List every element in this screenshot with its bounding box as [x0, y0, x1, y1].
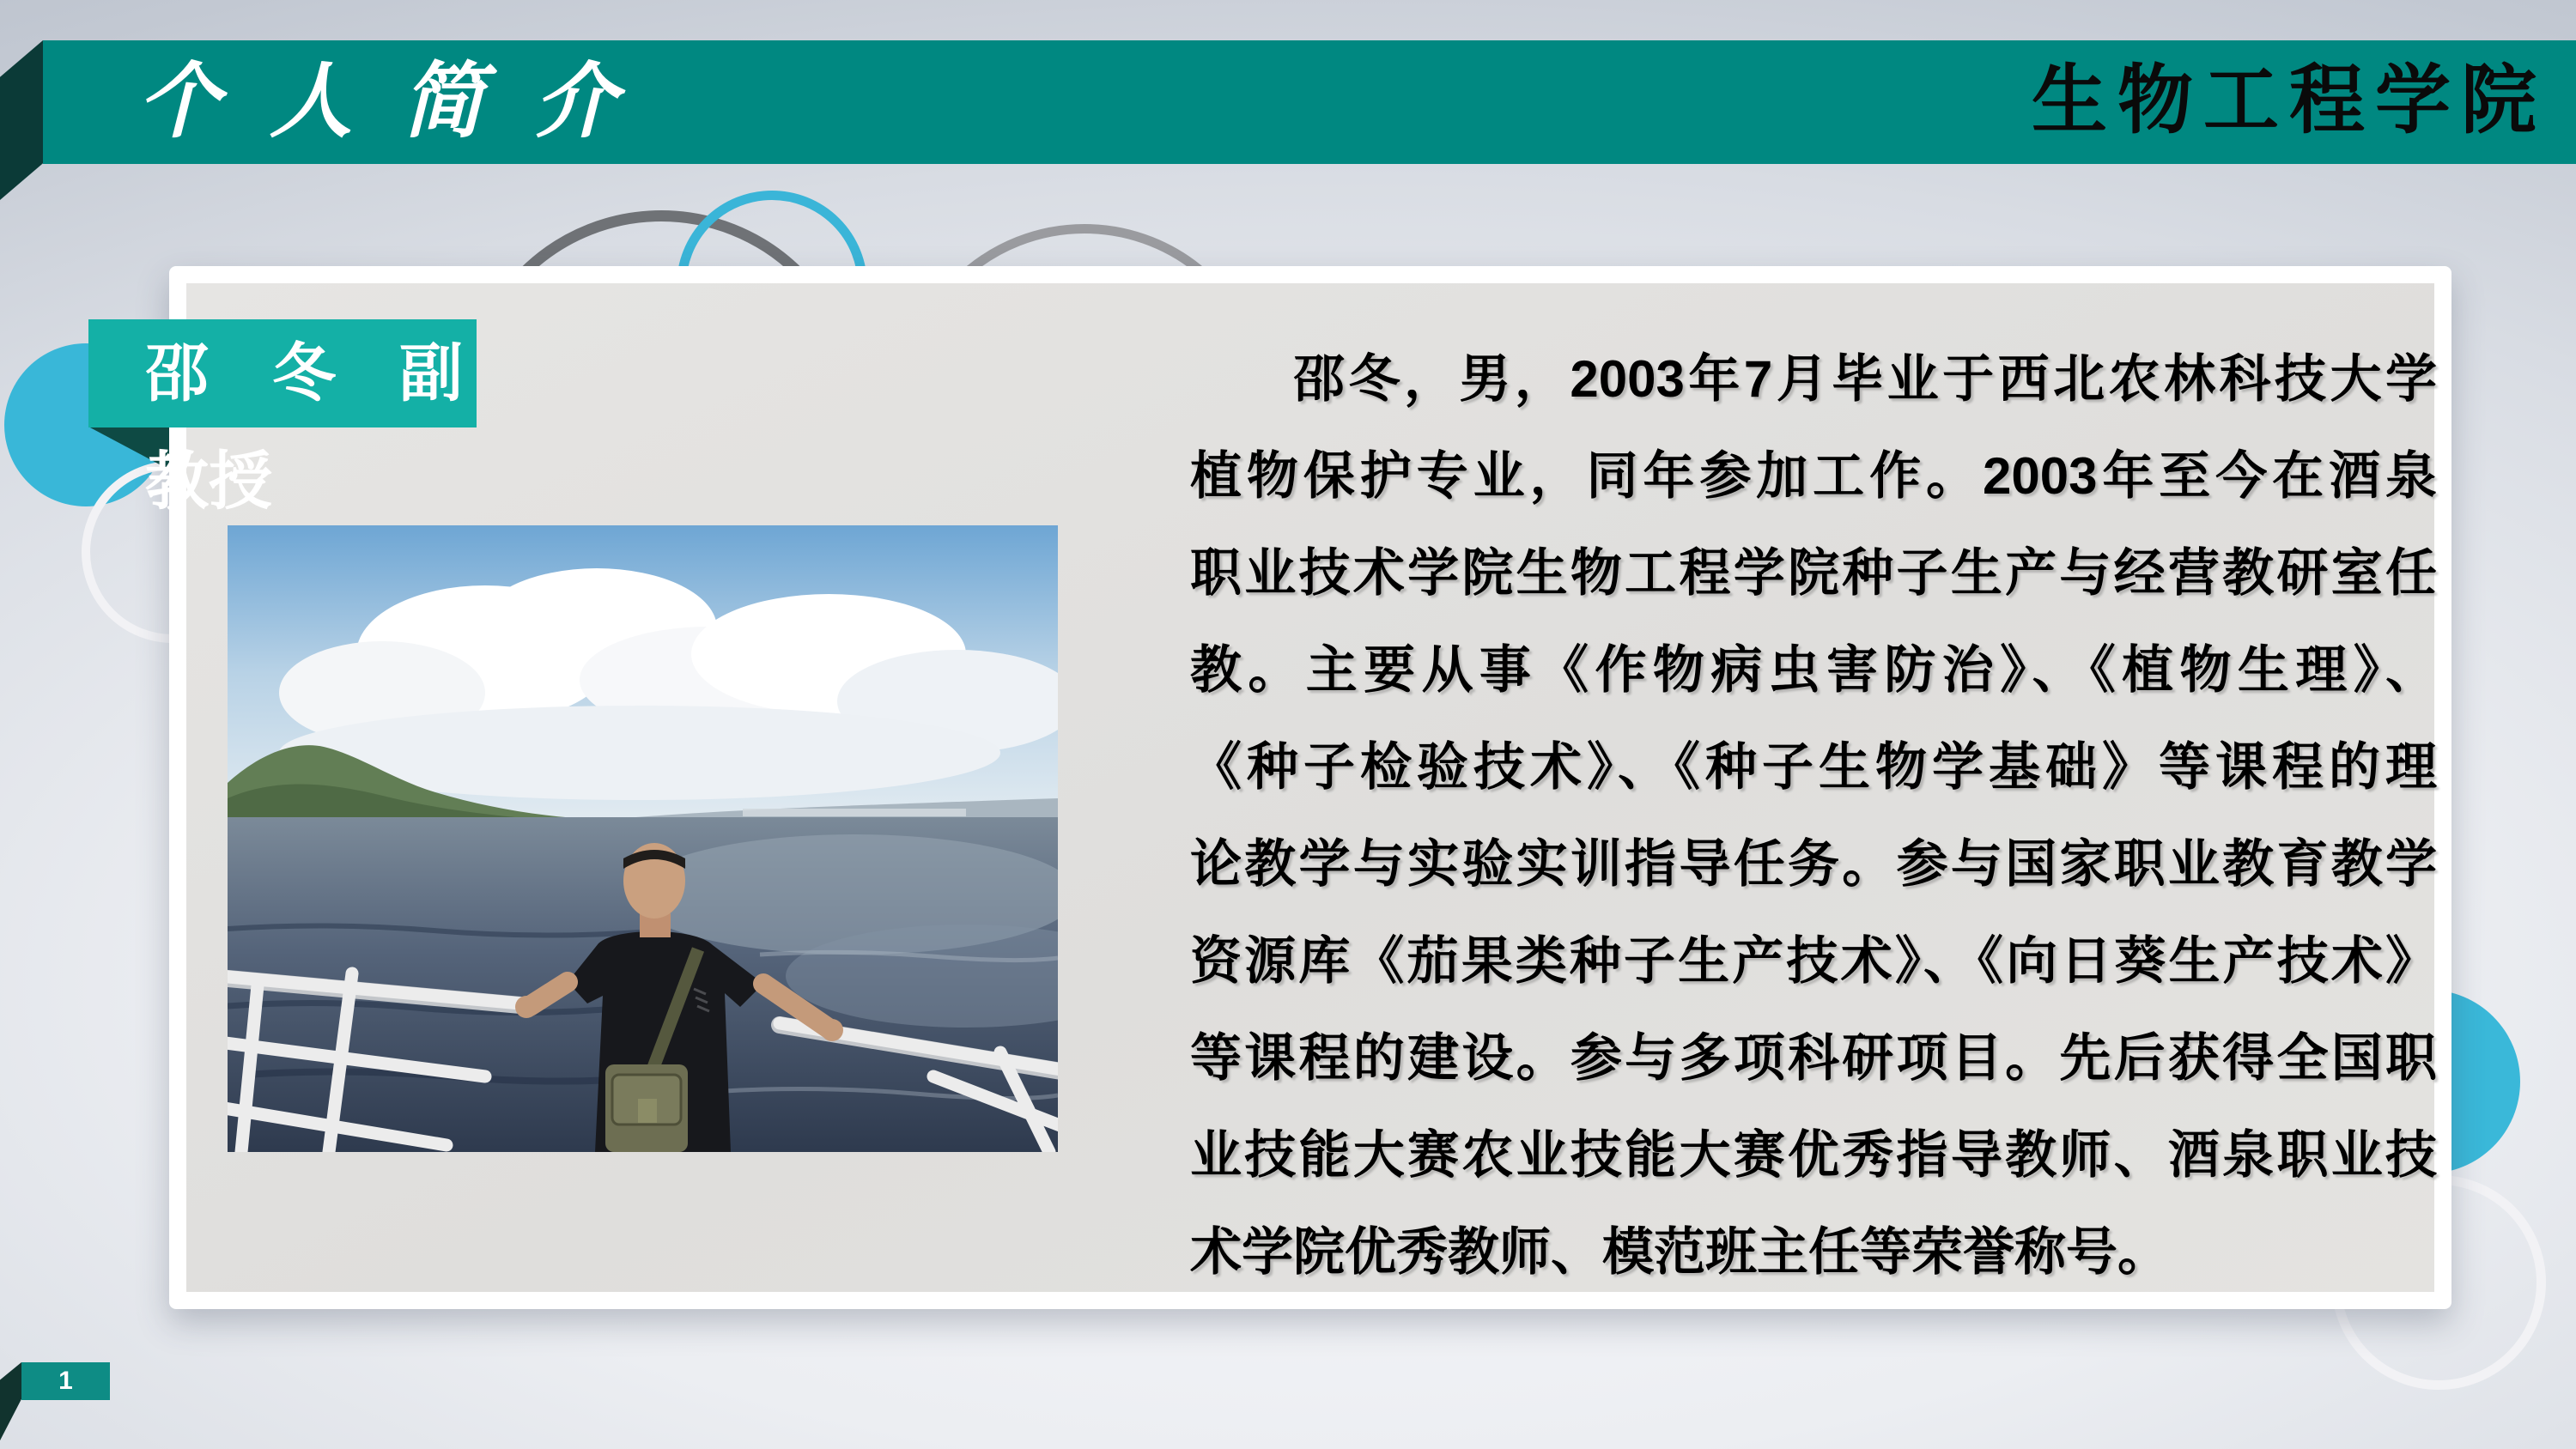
page-number-fold-icon	[0, 1362, 21, 1442]
bio-line: 资源库《茄果类种子生产技术》、《向日葵生产技术》	[1190, 932, 2437, 990]
page-number-badge: 1	[21, 1362, 110, 1400]
profile-card-inner	[186, 283, 2437, 1292]
bio-line: 等课程的建设。参与多项科研项目。先后获得全国职	[1190, 1029, 2437, 1087]
header-band	[43, 40, 2576, 164]
organization-name: 生物工程学院	[2031, 60, 2547, 143]
bio-line: 职业技术学院生物工程学院种子生产与经营教研室任	[1190, 544, 2437, 602]
page-title: 个人简介	[137, 56, 666, 148]
bio-line: 《种子检验技术》、《种子生物学基础》等课程的理	[1190, 738, 2437, 796]
name-badge: 邵 冬 副教授	[88, 319, 477, 427]
profile-card	[169, 266, 2451, 1309]
profile-photo	[228, 525, 1058, 1152]
bio-line: 论教学与实验实训指导任务。参与国家职业教育教学	[1190, 835, 2437, 893]
bio-line: 教。主要从事《作物病虫害防治》、《植物生理》、	[1190, 641, 2437, 699]
bio-line: 业技能大赛农业技能大赛优秀指导教师、酒泉职业技	[1190, 1126, 2437, 1184]
bio-line: 术学院优秀教师、模范班主任等荣誉称号。	[1190, 1223, 2169, 1281]
bio-line: 邵冬，男，2003年7月毕业于西北农林科技大学	[1293, 350, 2437, 408]
bio-text	[1190, 330, 2437, 1300]
header-fold-icon	[0, 40, 43, 200]
bio-line: 植物保护专业，同年参加工作。2003年至今在酒泉	[1190, 447, 2437, 505]
